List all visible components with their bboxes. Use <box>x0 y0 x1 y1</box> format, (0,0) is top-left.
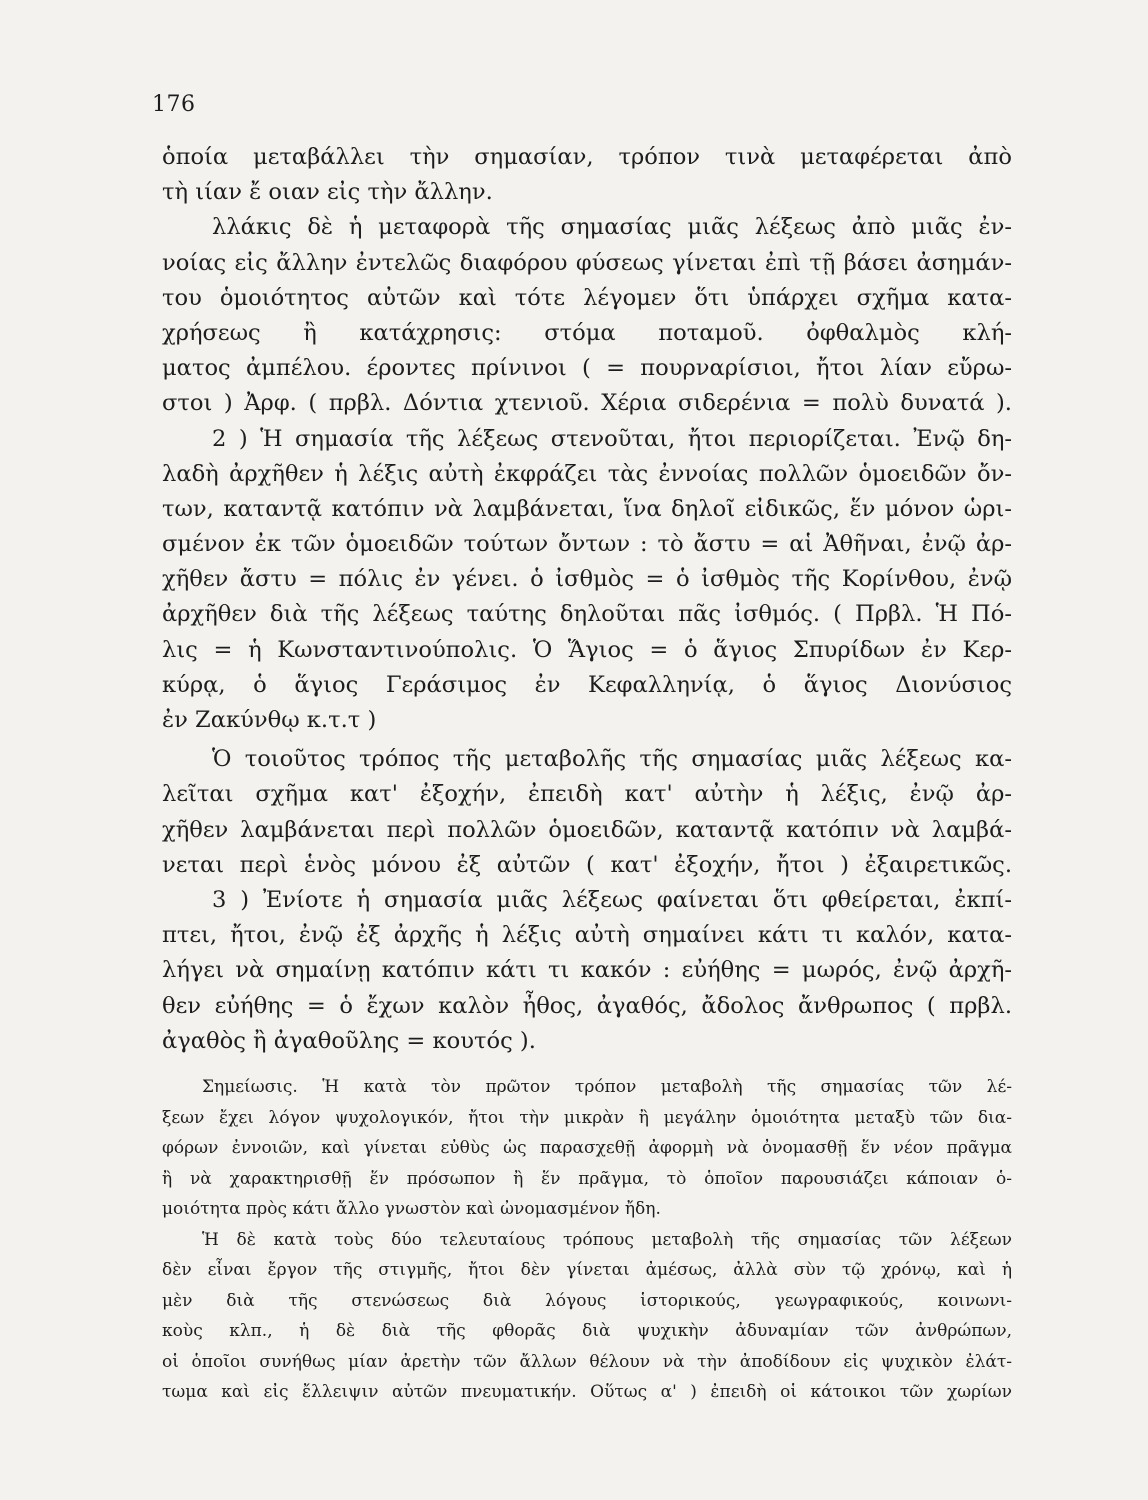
note-line: ἢ νὰ χαρακτηρισθῇ ἕν πρόσωπον ἢ ἕν πρᾶγμα, τὸ ὁποῖον παρουσιάζει κάποιαν ὁ- <box>162 1168 1012 1189</box>
text-line: 2 ) Ἡ σημασία τῆς λέξεως στενοῦται, ἤτοι περιορίζεται. Ἐνῷ δη- <box>212 425 1012 452</box>
text-line: νεται περὶ ἑνὸς μόνου ἐξ αὐτῶν ( κατ' ἐξοχήν, ἤτοι ) ἐξαιρετικῶς. <box>162 851 1012 878</box>
text-line: λεῖται σχῆμα κατ' ἐξοχήν, ἐπειδὴ κατ' αὐτὴν ἡ λέξις, ἐνῷ ἀρ- <box>162 781 1012 808</box>
text-line: λήγει νὰ σημαίνῃ κατόπιν κάτι τι κακόν : εὐήθης = μωρός, ἐνῷ ἀρχῆ- <box>162 957 1012 984</box>
note-line: φόρων ἐννοιῶν, καὶ γίνεται εὐθὺς ὡς παρασχεθῇ ἀφορμὴ νὰ ὀνομασθῇ ἕν νέον πρᾶγμα <box>162 1138 1012 1158</box>
text-line: λαδὴ ἀρχῆθεν ἡ λέξις αὐτὴ ἐκφράζει τὰς ἐννοίας πολλῶν ὁμοειδῶν ὄν- <box>162 460 1012 487</box>
text-line: του ὁμοιότητος αὐτῶν καὶ τότε λέγομεν ὅτι ὑπάρχει σχῆμα κατα- <box>162 284 1012 311</box>
text-line: των, καταντᾷ κατόπιν νὰ λαμβάνεται, ἵνα δηλοῖ εἰδικῶς, ἕν μόνον ὡρι- <box>162 495 1012 522</box>
main-text <box>162 140 1012 1059</box>
text-line: πτει, ἤτοι, ἐνῷ ἐξ ἀρχῆς ἡ λέξις αὐτὴ σημαίνει κάτι τι καλόν, κατα- <box>162 922 1012 949</box>
text-line: ὁποία μεταβάλλει τὴν σημασίαν, τρόπον τινὰ μεταφέρεται ἀπὸ <box>162 144 1012 170</box>
text-line: τὴ ιίαν ἔ οιαν εἰς τὴν ἄλλην. <box>162 179 493 206</box>
text-line: χῆθεν ἄστυ = πόλις ἐν γένει. ὁ ἰσθμὸς = ὁ ἰσθμὸς τῆς Κορίνθου, ἐνῷ <box>162 566 1012 593</box>
text-line: σμένον ἐκ τῶν ὁμοειδῶν τούτων ὄντων : τὸ ἄστυ = αἱ Ἀθῆναι, ἐνῷ ἀρ- <box>162 531 1012 558</box>
note-line: δὲν εἶναι ἔργον τῆς στιγμῆς, ἤτοι δὲν γίνεται ἀμέσως, ἀλλὰ σὺν τῷ χρόνῳ, καὶ ἡ <box>162 1260 1012 1280</box>
text-line: ἀγαθὸς ἢ ἀγαθοῦλης = κουτός ). <box>162 1027 536 1054</box>
note-text <box>162 1072 1012 1408</box>
text-line: κύρᾳ, ὁ ἅγιος Γεράσιμος ἐν Κεφαλληνίᾳ, ὁ ἅγιος Διονύσιος <box>162 671 1012 698</box>
note-line: ξεων ἔχει λόγον ψυχολογικόν, ἤτοι τὴν μικρὰν ἢ μεγάλην ὁμοιότητα μεταξὺ τῶν δια- <box>162 1107 1012 1128</box>
note-line: οἱ ὁποῖοι συνήθως μίαν ἀρετὴν τῶν ἄλλων θέλουν νὰ τὴν ἀποδίδουν εἰς ψυχικὸν ἐλάτ- <box>162 1351 1012 1372</box>
note-line: Σημείωσις. Ἡ κατὰ τὸν πρῶτον τρόπον μεταβολὴ τῆς σημασίας τῶν λέ- <box>202 1077 1012 1097</box>
text-line: Ὁ τοιοῦτος τρόπος τῆς μεταβολῆς τῆς σημασίας μιᾶς λέξεως κα- <box>212 746 1012 773</box>
text-line: νοίας εἰς ἄλλην ἐντελῶς διαφόρου φύσεως γίνεται ἐπὶ τῇ βάσει ἀσημάν- <box>162 249 1012 276</box>
text-line: ἀρχῆθεν διὰ τῆς λέξεως ταύτης δηλοῦται πᾶς ἰσθμός. ( Πρβλ. Ἡ Πό- <box>162 601 1012 628</box>
text-line: ἐν Ζακύνθῳ κ.τ.τ ) <box>162 707 377 733</box>
note-line: μοιότητα πρὸς κάτι ἄλλο γνωστὸν καὶ ὠνομασμένον ἤδη. <box>162 1199 661 1219</box>
text-line: χρήσεως ἢ κατάχρησις: στόμα ποταμοῦ. ὀφθαλμὸς κλή- <box>162 319 1012 346</box>
text-line: ματος ἀμπέλου. έροντες πρίνινοι ( = πουρναρίσιοι, ἤτοι λίαν εὔρω- <box>162 355 1012 382</box>
text-line: στοι ) Ἀρφ. ( πρβλ. Δόντια χτενιοῦ. Χέρια σιδερένια = πολὺ δυνατά ). <box>162 390 1012 417</box>
note-line: κοὺς κλπ., ἡ δὲ διὰ τῆς φθορᾶς διὰ ψυχικὴν ἀδυναμίαν τῶν ἀνθρώπων, <box>162 1321 1012 1341</box>
note-line: μὲν διὰ τῆς στενώσεως διὰ λόγους ἱστορικούς, γεωγραφικούς, κοινωνι- <box>162 1290 1012 1311</box>
text-line: θεν εὐήθης = ὁ ἔχων καλὸν ἦθος, ἀγαθός, ἄδολος ἄνθρωπος ( πρβλ. <box>162 992 1012 1019</box>
text-line: λλάκις δὲ ἡ μεταφορὰ τῆς σημασίας μιᾶς λέξεως ἀπὸ μιᾶς ἐν- <box>212 214 1012 241</box>
text-line: λις = ἡ Κωνσταντινούπολις. Ὁ Ἅγιος = ὁ ἅγιος Σπυρίδων ἐν Κερ- <box>162 636 1012 663</box>
text-line: χῆθεν λαμβάνεται περὶ πολλῶν ὁμοειδῶν, καταντᾷ κατόπιν νὰ λαμβά- <box>162 816 1012 843</box>
page-number: 176 <box>152 92 196 117</box>
note-line: Ἡ δὲ κατὰ τοὺς δύο τελευταίους τρόπους μεταβολὴ τῆς σημασίας τῶν λέξεων <box>202 1229 1012 1250</box>
text-line: 3 ) Ἐνίοτε ἡ σημασία μιᾶς λέξεως φαίνεται ὅτι φθείρεται, ἐκπί- <box>212 886 1012 913</box>
note-line: τωμα καὶ εἰς ἔλλειψιν αὐτῶν πνευματικήν. Οὕτως α' ) ἐπειδὴ οἱ κάτοικοι τῶν χωρίων <box>162 1382 1012 1402</box>
